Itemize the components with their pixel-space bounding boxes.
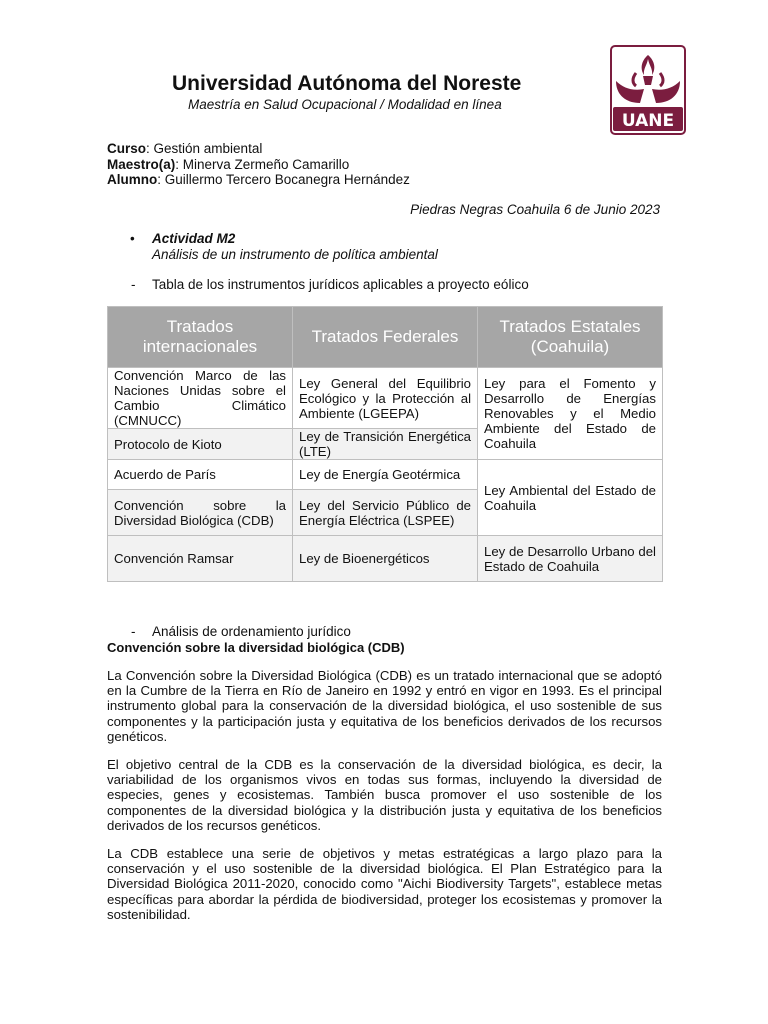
- logo-text: UANE: [621, 111, 675, 131]
- table-cell: Ley de Energía Geotérmica: [293, 460, 478, 490]
- table-cell: Convención Ramsar: [108, 536, 293, 582]
- uane-logo: [610, 45, 686, 135]
- paragraph: El objetivo central de la CDB es la conservación de la diversidad biológica, es decir, la variabilidad de los organismos vivos en todas sus formas, incluyendo la diversidad de especies, genes y ecosistemas. También busca promover el uso sostenible de los componentes de la diversidad biológica y la distribución justa y equitativa de los beneficios derivados de los recursos genéticos.: [107, 757, 662, 833]
- table-cell: Protocolo de Kioto: [108, 429, 293, 460]
- place-date: Piedras Negras Coahuila 6 de Junio 2023: [410, 202, 660, 217]
- activity-subtitle: Análisis de un instrumento de política ambiental: [152, 247, 438, 262]
- table-cell: Ley de Transición Energética (LTE): [293, 429, 478, 460]
- table-cell: Ley de Desarrollo Urbano del Estado de Coahuila: [478, 536, 663, 582]
- section-heading: Convención sobre la diversidad biológica (CDB): [107, 640, 405, 655]
- dash-marker: -: [131, 277, 136, 292]
- table-cell: Convención Marco de las Naciones Unidas sobre el Cambio Climático (CMNUCC): [108, 368, 293, 429]
- university-title: Universidad Autónoma del Noreste: [172, 72, 522, 95]
- paragraph: La CDB establece una serie de objetivos y metas estratégicas a largo plazo para la conservación y el uso sostenible de la diversidad biológica. El Plan Estratégico para la Diversidad Biológica 2011-2020, conocido como "Aichi Biodiversity Targets", establece metas específicas para abordar la pérdida de biodiversidad, proteger los ecosistemas y promover la sostenibilidad.: [107, 846, 662, 922]
- analysis-intro-text: Análisis de ordenamiento jurídico: [152, 624, 351, 639]
- table-cell: Ley General del Equilibrio Ecológico y la Protección al Ambiente (LGEEPA): [293, 368, 478, 429]
- header-federal: Tratados Federales: [293, 307, 478, 368]
- student-line: [107, 172, 410, 187]
- student-label: Alumno: [107, 172, 158, 187]
- legal-instruments-table: [107, 306, 663, 582]
- table-intro-text: Tabla de los instrumentos jurídicos aplicables a proyecto eólico: [152, 277, 529, 292]
- header-state: Tratados Estatales (Coahuila): [478, 307, 663, 368]
- activity-title: Actividad M2: [152, 231, 236, 246]
- torch-hands-icon: [610, 45, 686, 135]
- course-line: [107, 141, 262, 156]
- paragraph: La Convención sobre la Diversidad Biológica (CDB) es un tratado internacional que se adoptó en la Cumbre de la Tierra en Río de Janeiro en 1992 y entró en vigor en 1993. Es el principal instrumento global para la conservación de la diversidad biológica, el uso sostenible de sus componentes y la participación justa y equitativa de los beneficios derivados de los recursos genéticos.: [107, 668, 662, 744]
- table-cell: Ley de Bioenergéticos: [293, 536, 478, 582]
- header-international: Tratados internacionales: [108, 307, 293, 368]
- teacher-label: Maestro(a): [107, 157, 176, 172]
- course-value: : Gestión ambiental: [146, 141, 263, 156]
- program-subtitle: Maestría en Salud Ocupacional / Modalidad en línea: [188, 97, 502, 112]
- teacher-value: : Minerva Zermeño Camarillo: [175, 157, 350, 172]
- table-cell: Acuerdo de París: [108, 460, 293, 490]
- teacher-line: [107, 157, 349, 172]
- student-value: : Guillermo Tercero Bocanegra Hernández: [157, 172, 410, 187]
- table-cell: Convención sobre la Diversidad Biológica (CDB): [108, 490, 293, 536]
- table-cell: Ley del Servicio Público de Energía Eléctrica (LSPEE): [293, 490, 478, 536]
- bullet-icon: •: [130, 231, 135, 246]
- course-label: Curso: [107, 141, 147, 156]
- table-cell: Ley para el Fomento y Desarrollo de Energías Renovables y el Medio Ambiente del Estado de Coahuila: [478, 368, 663, 460]
- table-cell: Ley Ambiental del Estado de Coahuila: [478, 460, 663, 536]
- dash-marker: -: [131, 624, 136, 639]
